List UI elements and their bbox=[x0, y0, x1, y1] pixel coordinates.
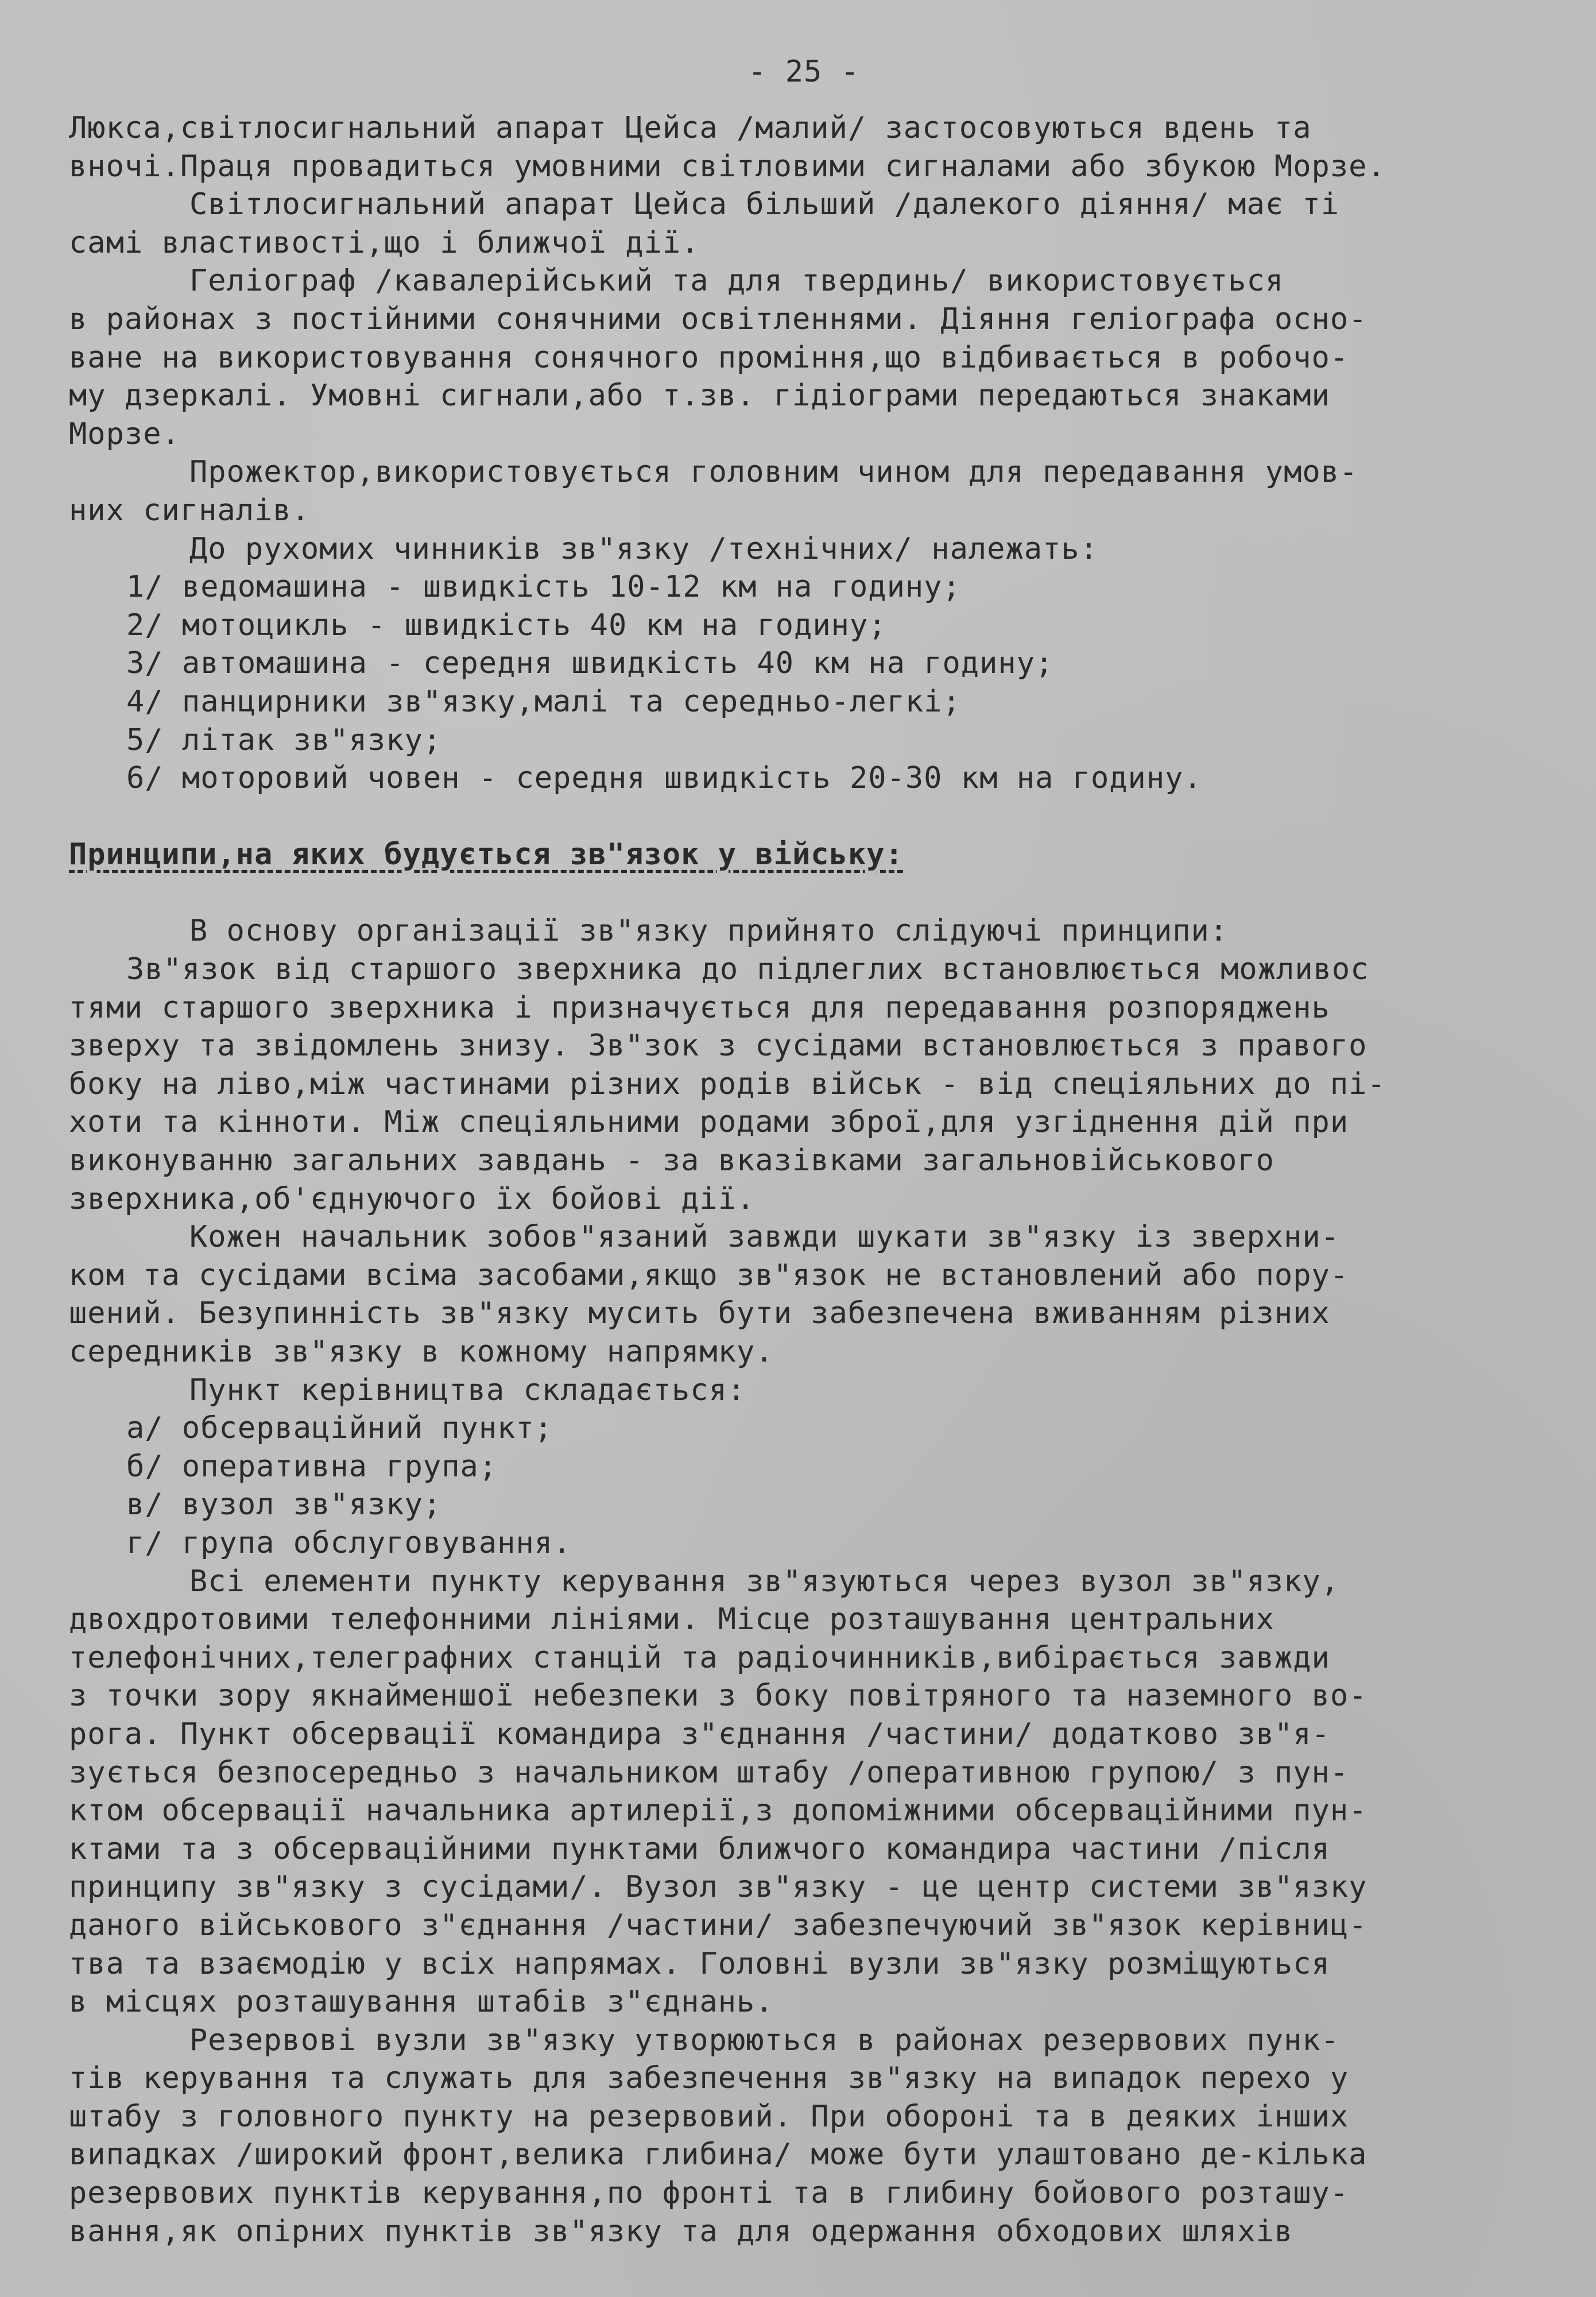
text-line: Всі елементи пункту керування зв"язуються через вузол зв"язку, bbox=[189, 1564, 1340, 1599]
text-line: зверху та звідомлень знизу. Зв"зок з сусідами встановлюється з правого bbox=[69, 1028, 1368, 1064]
list-item: г/ група обслуговування. bbox=[126, 1525, 572, 1560]
text-line: ктами та з обсерваційними пунктами ближчого командира частини /після bbox=[69, 1831, 1330, 1866]
paragraph-reserve bbox=[69, 2021, 1539, 2251]
text-line: хоти та кінноти. Між спеціяльними родами зброї,для узгіднення дій при bbox=[69, 1105, 1349, 1140]
paragraph-heliograph bbox=[69, 262, 1539, 453]
text-line: телефонічних,телеграфних станцій та радіочинників,вибірається завжди bbox=[69, 1640, 1330, 1675]
text-line: зверхника,об'єднуючого їх бойові дії. bbox=[69, 1181, 756, 1216]
text-line: Люкса,світлосигнальний апарат Цейса /малий/ застосовуються вдень та bbox=[69, 111, 1312, 145]
list-item: б/ оперативна група; bbox=[126, 1449, 498, 1484]
text-line: резервових пунктів керування,по фронті та в глибину бойового розташу- bbox=[69, 2176, 1349, 2211]
list-item: а/ обсерваційний пункт; bbox=[126, 1411, 553, 1446]
text-line: Світлосигнальний апарат Цейса більший /далекого діяння/ має ті bbox=[189, 187, 1340, 222]
text-line: самі властивості,що і ближчої дії. bbox=[69, 225, 700, 260]
paragraph-elements bbox=[69, 1563, 1539, 2021]
text-line: в місцях розташування штабів з"єднань. bbox=[69, 1985, 774, 2020]
spacer bbox=[69, 874, 1539, 912]
list-item: в/ вузол зв"язку; bbox=[126, 1487, 442, 1522]
text-line: тва та взаємодію у всіх напрямах. Головні вузли зв"язку розміщуються bbox=[69, 1946, 1330, 1981]
page-number: - 25 - bbox=[748, 55, 859, 89]
typed-text-body bbox=[69, 34, 1539, 2250]
paragraph-zeiss-large bbox=[69, 185, 1539, 262]
text-line: боку на ліво,між частинами різних родів військ - від спеціяльних до пі- bbox=[69, 1066, 1386, 1101]
paragraph-principles bbox=[69, 950, 1539, 1218]
text-line: му дзеркалі. Умовні сигнали,або т.зв. гідіограми передаються знаками bbox=[69, 378, 1330, 413]
text-line: з точки зору якнайменшої небезпеки з боку повітряного та наземного во- bbox=[69, 1679, 1368, 1714]
text-line: двохдротовими телефонними лініями. Місце розташування центральних bbox=[69, 1602, 1275, 1637]
text-line: зується безпосередньо з начальником штабу /оперативною групою/ з пун- bbox=[69, 1755, 1349, 1790]
list-item: 2/ мотоцикль - швидкість 40 км на годину; bbox=[126, 608, 887, 643]
text-line: виконуванню загальних завдань - за вказівками загальновійськового bbox=[69, 1143, 1275, 1178]
text-line: Резервові вузли зв"язку утворюються в районах резервових пунк- bbox=[189, 2023, 1340, 2058]
list-item: 1/ ведомашина - швидкість 10-12 км на годину; bbox=[126, 570, 961, 605]
paragraph-searchlight bbox=[69, 453, 1539, 529]
text-line: рога. Пункт обсервації командира з"єднання /частини/ додатково зв"я- bbox=[69, 1716, 1330, 1751]
text-line: Прожектор,використовується головним чином для передавання умов- bbox=[189, 455, 1358, 490]
text-line: тів керування та служать для забезпечення зв"язку на випадок перехо у bbox=[69, 2061, 1349, 2096]
text-line: тями старшого зверхника і призначується для передавання розпоряджень bbox=[69, 990, 1330, 1025]
text-line: випадках /широкий фронт,велика глибина/ може бути улаштовано де-кілька bbox=[69, 2137, 1368, 2172]
mobile-means-intro: До рухомих чинників зв"язку /технічних/ належать: bbox=[189, 531, 1099, 566]
text-line: даного військового з"єднання /частини/ забезпечуючий зв"язок керівниц- bbox=[69, 1908, 1368, 1943]
list-item: 5/ літак зв"язку; bbox=[126, 722, 442, 757]
mobile-means-section bbox=[69, 530, 1539, 798]
text-line: ктом обсервації начальника артилерії,з допоміжними обсерваційними пун- bbox=[69, 1793, 1368, 1828]
list-item: 4/ панцирники зв"язку,малі та середньо-легкі; bbox=[126, 684, 961, 719]
command-post-intro: Пункт керівництва складається: bbox=[189, 1372, 746, 1407]
text-line: Геліограф /кавалерійський та для твердинь/ використовується bbox=[189, 264, 1284, 299]
text-line: Зв"язок від старшого зверхника до підлеглих встановлюється можливос bbox=[126, 952, 1369, 987]
text-line: штабу з головного пункту на резервовий. При обороні та в деяких інших bbox=[69, 2099, 1349, 2134]
paragraph-command bbox=[69, 1218, 1539, 1371]
command-post-section bbox=[69, 1371, 1539, 1563]
text-line: ком та сусідами всіма засобами,якщо зв"язок не встановлений або пору- bbox=[69, 1258, 1349, 1293]
text-line: Морзе. bbox=[69, 416, 180, 451]
list-item: 6/ моторовий човен - середня швидкість 20-30 км на годину. bbox=[126, 761, 1202, 796]
text-line: ване на використовування сонячного проміння,що відбивається в робочо- bbox=[69, 340, 1349, 375]
text-line: вання,як опірних пунктів зв"язку та для одержання обходових шляхів bbox=[69, 2214, 1293, 2249]
section-heading: Принципи,на яких будується зв"язок у війську: bbox=[69, 837, 904, 872]
text-line: Кожен начальник зобов"язаний завжди шукати зв"язку із зверхни- bbox=[189, 1220, 1340, 1255]
text-line: принципу зв"язку з сусідами/. Вузол зв"язку - це центр системи зв"язку bbox=[69, 1870, 1368, 1905]
text-line: в районах з постійними сонячними освітленнями. Діяння геліографа осно- bbox=[69, 301, 1368, 337]
paragraph-zeiss-small bbox=[69, 109, 1539, 185]
principles-intro: В основу організації зв"язку прийнято слідуючі принципи: bbox=[189, 914, 1229, 949]
list-item: 3/ автомашина - середня швидкість 40 км на годину; bbox=[126, 646, 1054, 681]
text-line: середників зв"язку в кожному напрямку. bbox=[69, 1335, 774, 1369]
text-line: шений. Безупинність зв"язку мусить бути забезпечена вживанням різних bbox=[69, 1296, 1330, 1331]
spacer bbox=[69, 798, 1539, 836]
text-line: вночі.Праця провадиться умовними світловими сигналами або збукою Морзе. bbox=[69, 149, 1386, 184]
text-line: них сигналів. bbox=[69, 493, 310, 528]
